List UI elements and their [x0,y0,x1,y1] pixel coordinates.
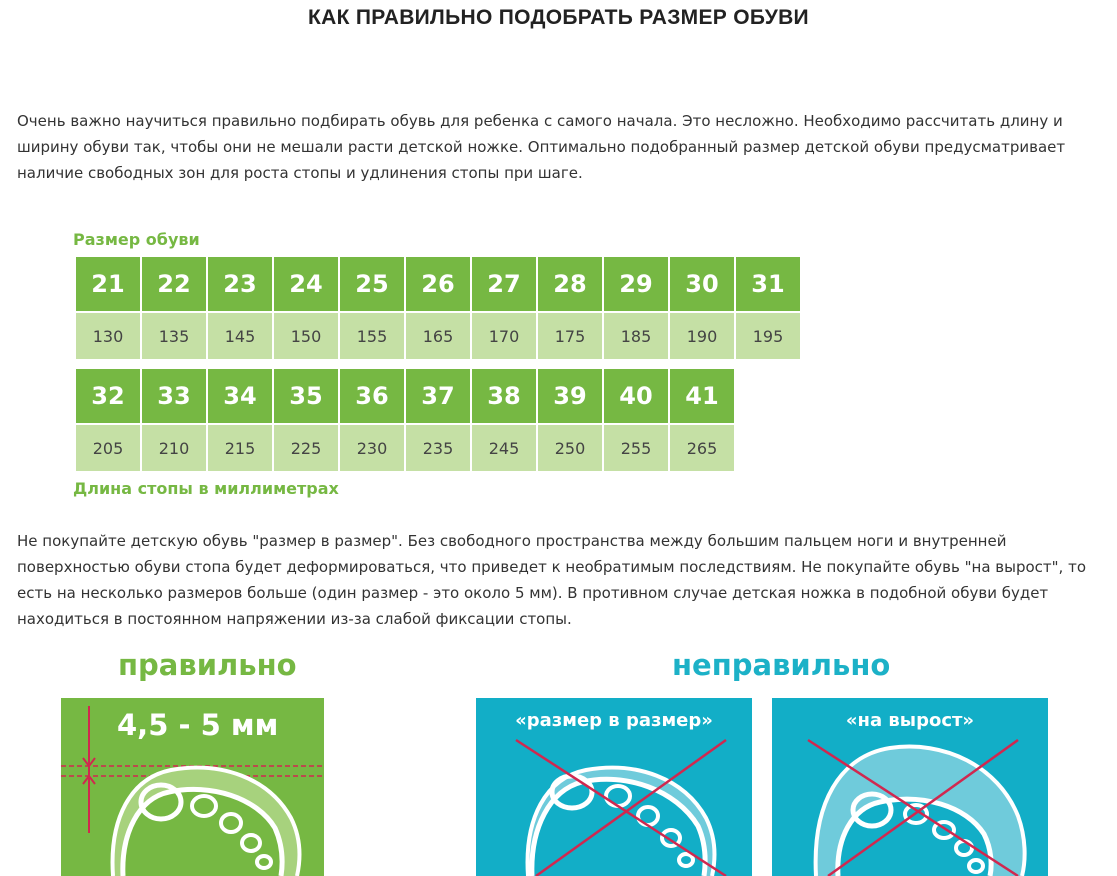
foot-length: 195 [736,313,800,359]
shoe-size: 29 [604,257,668,311]
size-label: Размер обуви [73,230,200,249]
shoe-size: 25 [340,257,404,311]
size-cell [538,369,602,471]
size-cell [142,369,206,471]
foot-length: 190 [670,313,734,359]
shoe-size: 30 [670,257,734,311]
oversize-caption: «на вырост» [845,710,975,731]
size-cell [472,369,536,471]
foot-length: 265 [670,425,734,471]
advice-paragraph: Не покупайте детскую обувь "размер в размер". Без свободного пространства между большим пальцем ноги и внутренней поверхностью обуви стопа будет деформироваться, что приведет к необратимым последствиям. Не покупайте обувь "на вырост", то есть на несколько размеров больше (один размер - это около 5 мм). В противном случае детская ножка в подобной обуви будет находиться в постоянном напряжении из-за слабой фиксации стопы. [17,532,1086,628]
correct-heading: правильно [118,648,297,682]
shoe-size: 32 [76,369,140,423]
shoe-size: 31 [736,257,800,311]
shoe-size: 22 [142,257,206,311]
shoe-size: 23 [208,257,272,311]
shoe-size: 40 [604,369,668,423]
foot-length: 205 [76,425,140,471]
size-cell [76,257,140,359]
foot-length: 130 [76,313,140,359]
size-cell [274,369,338,471]
foot-length: 230 [340,425,404,471]
shoe-size: 24 [274,257,338,311]
size-cell [406,257,470,359]
shoe-size: 28 [538,257,602,311]
shoe-size: 41 [670,369,734,423]
foot-length: 175 [538,313,602,359]
foot-length: 155 [340,313,404,359]
size-table-row-1 [76,257,802,359]
shoe-size: 39 [538,369,602,423]
same-size-caption: «размер в размер» [515,710,713,731]
size-cell [142,257,206,359]
page-title: КАК ПРАВИЛЬНО ПОДОБРАТЬ РАЗМЕР ОБУВИ [308,6,809,29]
size-cell [274,257,338,359]
foot-length: 215 [208,425,272,471]
correct-fit-illustration [61,698,324,876]
size-cell [670,369,734,471]
foot-length: 165 [406,313,470,359]
shoe-size: 33 [142,369,206,423]
foot-length: 185 [604,313,668,359]
size-cell [340,257,404,359]
incorrect-oversize-illustration [772,698,1048,876]
size-cell [472,257,536,359]
foot-length: 245 [472,425,536,471]
size-cell [604,369,668,471]
shoe-size: 27 [472,257,536,311]
foot-length: 135 [142,313,206,359]
size-cell [208,369,272,471]
size-cell [736,257,800,359]
shoe-size: 37 [406,369,470,423]
shoe-size: 26 [406,257,470,311]
incorrect-heading: неправильно [672,648,891,682]
foot-length: 225 [274,425,338,471]
shoe-size: 35 [274,369,338,423]
size-cell [406,369,470,471]
size-cell [538,257,602,359]
size-cell [670,257,734,359]
size-table-row-2 [76,369,736,471]
foot-length: 145 [208,313,272,359]
gap-measurement-label: 4,5 - 5 мм [117,708,279,742]
foot-length: 255 [604,425,668,471]
foot-length: 170 [472,313,536,359]
foot-length: 210 [142,425,206,471]
foot-length: 250 [538,425,602,471]
foot-length: 235 [406,425,470,471]
intro-paragraph: Очень важно научиться правильно подбирать обувь для ребенка с самого начала. Это несложно. Необходимо рассчитать длину и ширину обуви так, чтобы они не мешали расти детской ножке. Оптимально подобранный размер детской обуви предусматривает наличие свободных зон для роста стопы и удлинения стопы при шаге. [17,112,1066,182]
shoe-size: 34 [208,369,272,423]
shoe-size: 21 [76,257,140,311]
shoe-size: 38 [472,369,536,423]
length-label: Длина стопы в миллиметрах [73,479,339,498]
size-cell [340,369,404,471]
shoe-size: 36 [340,369,404,423]
size-cell [604,257,668,359]
foot-length: 150 [274,313,338,359]
incorrect-same-size-illustration [476,698,752,876]
size-cell [76,369,140,471]
size-cell [208,257,272,359]
